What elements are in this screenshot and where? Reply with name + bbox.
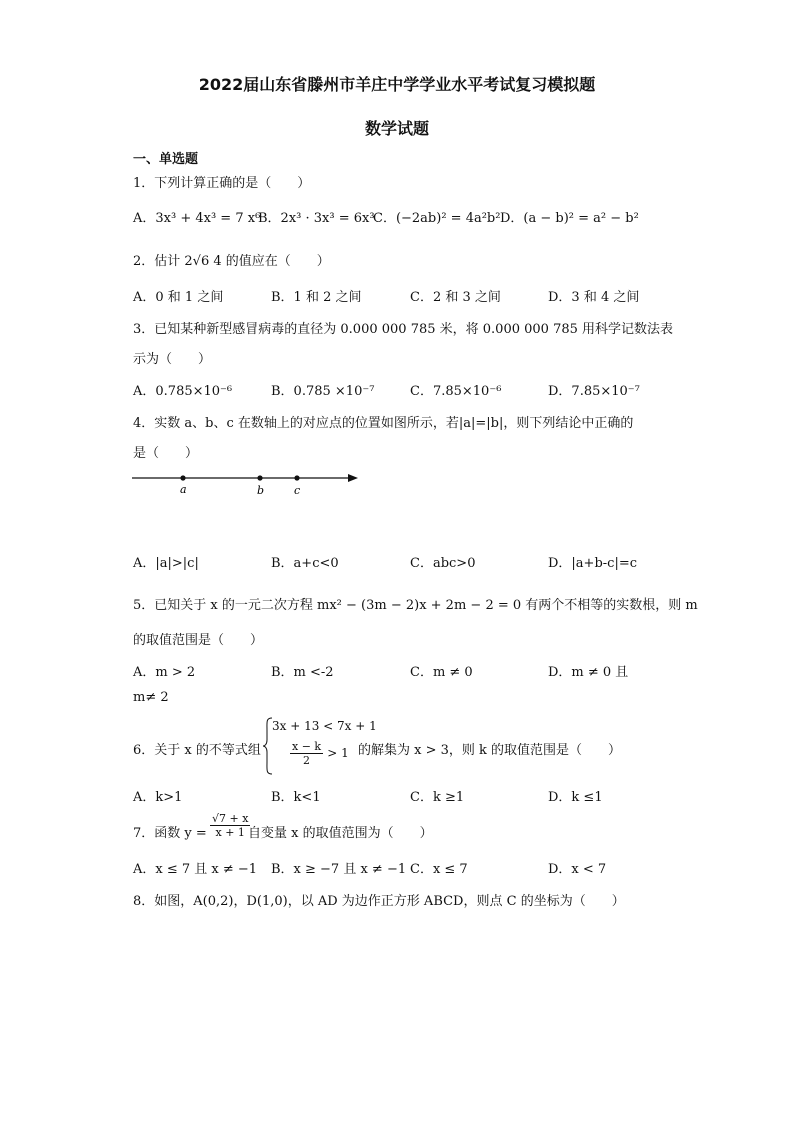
question-5-option-d-continued: m≠ 2 (133, 690, 169, 705)
question-7-option-d: D．x < 7 (548, 862, 607, 877)
question-5-stem-line2: 的取值范围是（ ） (133, 633, 264, 648)
axis-arrow (348, 474, 358, 482)
question-4-option-d: D．|a+b-c|=c (548, 556, 637, 571)
point-b-label: b (257, 484, 265, 497)
point-a-dot (180, 475, 185, 480)
question-3-option-a: A．0.785×10⁻⁶ (133, 384, 233, 399)
question-5-option-a: A．m > 2 (133, 665, 196, 680)
question-4-option-c: C．abc>0 (410, 556, 476, 571)
question-6-inequality-2: $\frac{x - k}{2}$ > 1 (292, 740, 349, 767)
question-4-stem-line2: 是（ ） (133, 446, 199, 461)
question-7-fraction: $\frac{√7 + x}{x + 1}$ (212, 812, 249, 839)
point-a-label: a (180, 483, 187, 496)
question-6-option-b: B．k<1 (271, 790, 321, 805)
number-line-figure (130, 468, 370, 504)
question-3-option-b: B．0.785 ×10⁻⁷ (271, 384, 375, 399)
question-2-option-d: D．3 和 4 之间 (548, 290, 640, 305)
question-2-option-b: B．1 和 2 之间 (271, 290, 362, 305)
question-3-option-c: C．7.85×10⁻⁶ (410, 384, 502, 399)
point-c-dot (294, 475, 299, 480)
question-5-option-b: B．m <-2 (271, 665, 334, 680)
question-1-option-b: B．2x³ · 3x³ = 6x³ (258, 211, 375, 226)
question-3-option-d: D．7.85×10⁻⁷ (548, 384, 640, 399)
question-1-option-d: D．(a − b)² = a² − b² (500, 211, 639, 226)
question-4-option-a: A．|a|>|c| (133, 556, 199, 571)
question-7-prefix: 7．函数 y = (133, 826, 207, 841)
point-b-dot (257, 475, 262, 480)
question-3-stem-line1: 3．已知某种新型感冒病毒的直径为 0.000 000 785 米，将 0.000 000 785 用科学记数法表 (133, 322, 674, 337)
question-5-option-c: C．m ≠ 0 (410, 665, 473, 680)
question-6-suffix: 的解集为 x > 3，则 k 的取值范围是（ ） (358, 743, 622, 758)
question-6-option-d: D．k ≤1 (548, 790, 603, 805)
question-6-inequality-1: 3x + 13 < 7x + 1 (272, 719, 377, 733)
question-1-stem: 1．下列计算正确的是（ ） (133, 176, 311, 191)
question-8-stem: 8．如图，A(0,2)，D(1,0)，以 AD 为边作正方形 ABCD，则点 C 的坐标为（ ） (133, 894, 625, 909)
exam-title: 2022届山东省滕州市羊庄中学学业水平考试复习模拟题 (198, 75, 596, 94)
question-7-suffix: 自变量 x 的取值范围为（ ） (248, 826, 433, 841)
question-4-option-b: B．a+c<0 (271, 556, 339, 571)
exam-subtitle: 数学试题 (364, 119, 429, 138)
section-heading: 一、单选题 (133, 152, 199, 167)
question-1-option-a: A．3x³ + 4x³ = 7 x⁶ (133, 211, 261, 226)
question-5-option-d: D．m ≠ 0 且 (548, 665, 629, 680)
question-7-option-a: A．x ≤ 7 且 x ≠ −1 (133, 862, 258, 877)
question-2-option-c: C．2 和 3 之间 (410, 290, 501, 305)
question-1-option-c: C．(−2ab)² = 4a²b² (373, 211, 501, 226)
point-c-label: c (294, 484, 301, 497)
question-7-option-c: C．x ≤ 7 (410, 862, 468, 877)
question-5-stem-line1: 5．已知关于 x 的一元二次方程 mx² − (3m − 2)x + 2m − 2 = 0 有两个不相等的实数根，则 m (133, 598, 698, 613)
question-3-stem-line2: 示为（ ） (133, 352, 212, 367)
question-6-option-c: C．k ≥1 (410, 790, 465, 805)
question-2-option-a: A．0 和 1 之间 (133, 290, 224, 305)
question-4-stem-line1: 4．实数 a、b、c 在数轴上的对应点的位置如图所示，若|a|=|b|，则下列结论中正确的 (133, 416, 634, 431)
question-2-stem: 2．估计 2√6 4 的值应在（ ） (133, 254, 330, 269)
question-6-option-a: A．k>1 (133, 790, 183, 805)
question-6-fraction: $\frac{x - k}{2}$ (292, 740, 322, 767)
question-6-prefix: 6．关于 x 的不等式组 (133, 743, 261, 758)
question-7-option-b: B．x ≥ −7 且 x ≠ −1 (271, 862, 407, 877)
